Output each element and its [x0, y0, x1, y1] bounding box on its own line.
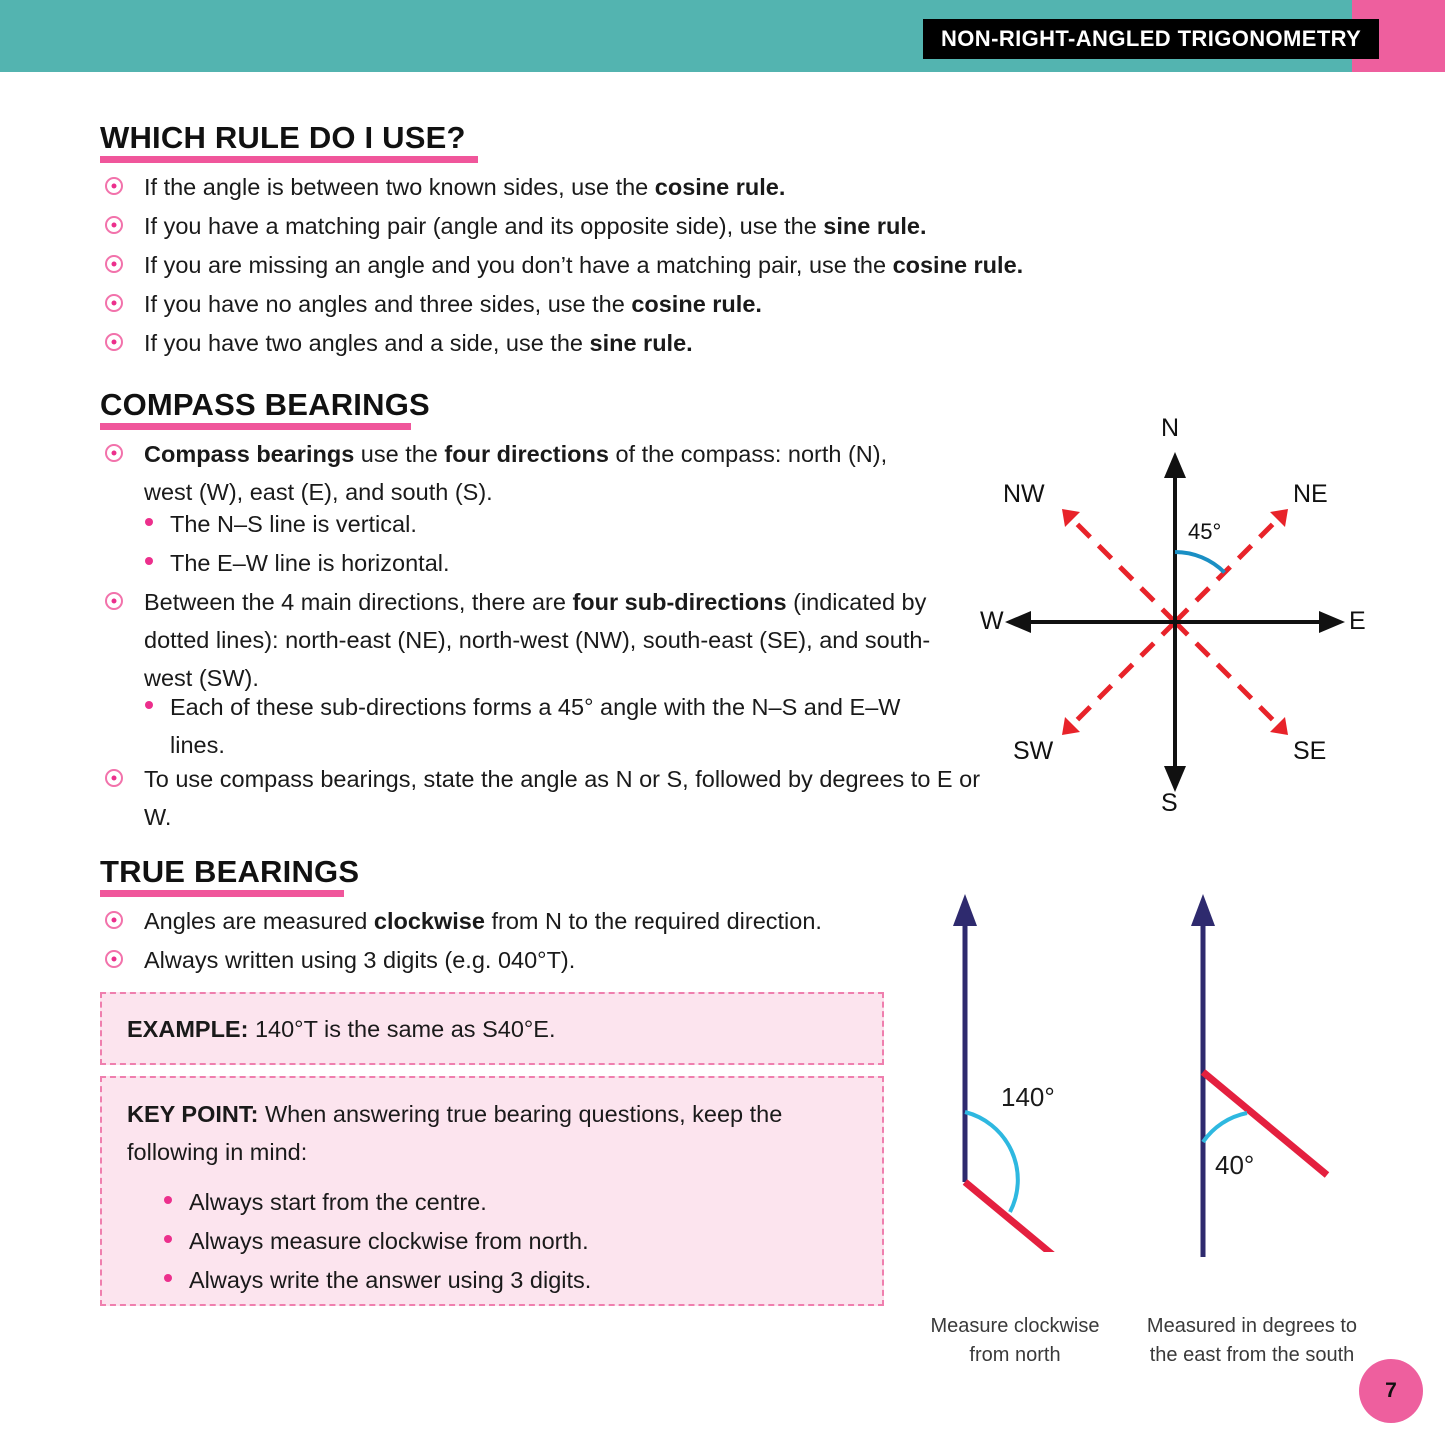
list-item-emphasis: Compass bearings — [144, 441, 355, 467]
list-item — [105, 760, 985, 836]
sub-list-item — [145, 544, 845, 582]
bearing-140-caption — [900, 1312, 1130, 1370]
list-item-emphasis: four sub-directions — [572, 589, 787, 615]
bearing-140-diagram — [905, 882, 1130, 1366]
list-item-text — [144, 246, 1023, 284]
sub-bullet-icon — [164, 1235, 172, 1243]
sub-list-item-text: Always measure clockwise from north. — [189, 1228, 589, 1254]
nw-arrowhead — [1062, 509, 1080, 527]
se-line — [1175, 622, 1283, 730]
bearing-140-svg — [905, 882, 1130, 1252]
list-item — [105, 324, 1105, 362]
compass-label-n: N — [1161, 414, 1180, 442]
list-item-text — [144, 168, 785, 206]
compass-label-sw: SW — [1013, 737, 1054, 765]
bearing-40-angle-label: 40° — [1215, 1150, 1255, 1180]
bearing-40-diagram — [1125, 882, 1375, 1366]
sub-list-item-text: Each of these sub-directions forms a 45° angle with the N–S and E–W lines. — [170, 694, 901, 758]
ne-arrowhead — [1270, 509, 1288, 527]
list-item-text — [144, 583, 960, 697]
bearing-140-caption-line2: from north — [969, 1344, 1061, 1366]
keypoint-body: When answering true bearing questions, keep the following in mind: — [127, 1101, 783, 1165]
keypoint-callout — [100, 1076, 884, 1306]
list-item — [105, 168, 1105, 206]
example-label: EXAMPLE: — [127, 1016, 249, 1042]
angle-arc-45 — [1175, 552, 1225, 573]
list-item-lead: If you have a matching pair (angle and its opposite side), use the — [144, 213, 824, 239]
compass-label-se: SE — [1293, 737, 1327, 765]
list-item-lead: use the — [354, 441, 445, 467]
bullet-icon — [105, 769, 123, 787]
bearing-40-caption-line1: Measured in degrees to — [1146, 1315, 1358, 1337]
bullet-icon — [105, 333, 123, 351]
list-item — [105, 435, 935, 511]
sub-list-item-text: Always write the answer using 3 digits. — [189, 1267, 592, 1293]
sub-list-item — [145, 688, 955, 764]
list-item-tail: of the compass: north (N), west (W), east (E), and south (S). — [144, 441, 888, 505]
list-item — [105, 941, 1005, 979]
example-body: 140°T is the same as S40°E. — [248, 1016, 556, 1042]
sub-bullet-icon — [164, 1274, 172, 1282]
sub-bullet-icon — [145, 557, 153, 565]
heading-underline-compass-bearings — [100, 423, 411, 430]
angle-arc-40 — [1203, 1113, 1247, 1142]
keypoint-label: KEY POINT: — [127, 1101, 259, 1127]
north-arrowhead — [953, 894, 977, 926]
list-item-text — [144, 435, 935, 511]
sub-bullet-icon — [145, 518, 153, 526]
list-item-text — [144, 902, 822, 940]
sub-bullet-icon — [164, 1196, 172, 1204]
list-item-lead: If you are missing an angle and you don’t have a matching pair, use the — [144, 252, 893, 278]
east-arrowhead — [1319, 611, 1345, 633]
bullet-icon — [105, 216, 123, 234]
list-item-text — [144, 207, 926, 245]
list-item — [105, 246, 1155, 284]
bullet-icon — [105, 444, 123, 462]
bullet-icon — [105, 177, 123, 195]
sub-list-item — [164, 1222, 814, 1260]
list-item — [105, 902, 1005, 940]
bearing-40-caption — [1107, 1312, 1397, 1370]
list-item-emphasis-2: four directions — [444, 441, 609, 467]
list-item-emphasis: cosine rule. — [892, 252, 1024, 278]
bullet-icon — [105, 950, 123, 968]
heading-true-bearings: TRUE BEARINGS — [100, 854, 360, 889]
compass-label-nw: NW — [1003, 480, 1045, 508]
bearing-140-caption-line1: Measure clockwise — [930, 1315, 1100, 1337]
sw-arrowhead — [1062, 717, 1080, 735]
compass-rose-diagram — [975, 414, 1395, 822]
bullet-icon — [105, 294, 123, 312]
chapter-title-chip: NON-RIGHT-ANGLED TRIGONOMETRY — [923, 19, 1379, 59]
heading-underline-which-rule — [100, 156, 478, 163]
sub-list-item-text: The E–W line is horizontal. — [170, 550, 450, 576]
list-item — [105, 207, 1105, 245]
sub-list-item — [164, 1183, 814, 1221]
heading-compass-bearings: COMPASS BEARINGS — [100, 387, 430, 422]
sub-list-item — [164, 1261, 814, 1299]
compass-label-s: S — [1161, 789, 1178, 817]
heading-which-rule: WHICH RULE DO I USE? — [100, 120, 466, 155]
list-item-lead: If you have no angles and three sides, use the — [144, 291, 632, 317]
list-item-lead: If you have two angles and a side, use the — [144, 330, 590, 356]
angle-arc-140 — [965, 1112, 1018, 1212]
list-item-emphasis: sine rule. — [589, 330, 693, 356]
west-arrowhead — [1005, 611, 1031, 633]
sw-line — [1067, 622, 1175, 730]
page-content — [0, 72, 1445, 1445]
bearing-40-caption-line2: the east from the south — [1149, 1344, 1355, 1366]
list-item-lead: Angles are measured — [144, 908, 374, 934]
north-arrowhead — [1164, 452, 1186, 478]
list-item — [105, 285, 1105, 323]
sub-list-item-text: The N–S line is vertical. — [170, 511, 417, 537]
nw-line — [1067, 514, 1175, 622]
compass-label-e: E — [1349, 607, 1366, 635]
list-item-text — [144, 285, 762, 323]
se-arrowhead — [1270, 717, 1288, 735]
list-item-emphasis: clockwise — [373, 908, 485, 934]
list-item-text: To use compass bearings, state the angle as N or S, followed by degrees to E or W. — [144, 766, 981, 830]
compass-label-w: W — [980, 607, 1004, 635]
list-item-lead: If the angle is between two known sides, use the — [144, 174, 655, 200]
bearing-ray — [965, 1182, 1083, 1252]
heading-underline-true-bearings — [100, 890, 344, 897]
example-callout — [100, 992, 884, 1065]
compass-label-ne: NE — [1293, 480, 1328, 508]
page-header — [0, 0, 1445, 72]
list-item-text — [144, 324, 693, 362]
bullet-icon — [105, 911, 123, 929]
bearing-140-angle-label: 140° — [1001, 1082, 1055, 1112]
bullet-icon — [105, 255, 123, 273]
list-item-emphasis: cosine rule. — [631, 291, 762, 317]
compass-angle-label: 45° — [1188, 519, 1222, 544]
list-item-emphasis: sine rule. — [823, 213, 927, 239]
list-item — [105, 583, 960, 697]
bullet-icon — [105, 592, 123, 610]
sub-list-item-text: Always start from the centre. — [189, 1189, 487, 1215]
example-callout-text — [127, 1010, 882, 1048]
list-item-tail: (indicated by dotted lines): north-east (NE), north-west (NW), south-east (SE), and south-west (SW). — [144, 589, 931, 691]
list-item-lead: Between the 4 main directions, there are — [144, 589, 573, 615]
list-item-tail: from N to the required direction. — [484, 908, 822, 934]
sub-list-item — [145, 505, 845, 543]
list-item-text: Always written using 3 digits (e.g. 040°T). — [144, 947, 576, 973]
north-arrowhead — [1191, 894, 1215, 926]
page-number-badge: 7 — [1359, 1359, 1423, 1423]
sub-bullet-icon — [145, 701, 153, 709]
bearing-40-svg — [1125, 882, 1375, 1282]
keypoint-callout-text — [127, 1095, 852, 1171]
list-item-emphasis: cosine rule. — [654, 174, 786, 200]
